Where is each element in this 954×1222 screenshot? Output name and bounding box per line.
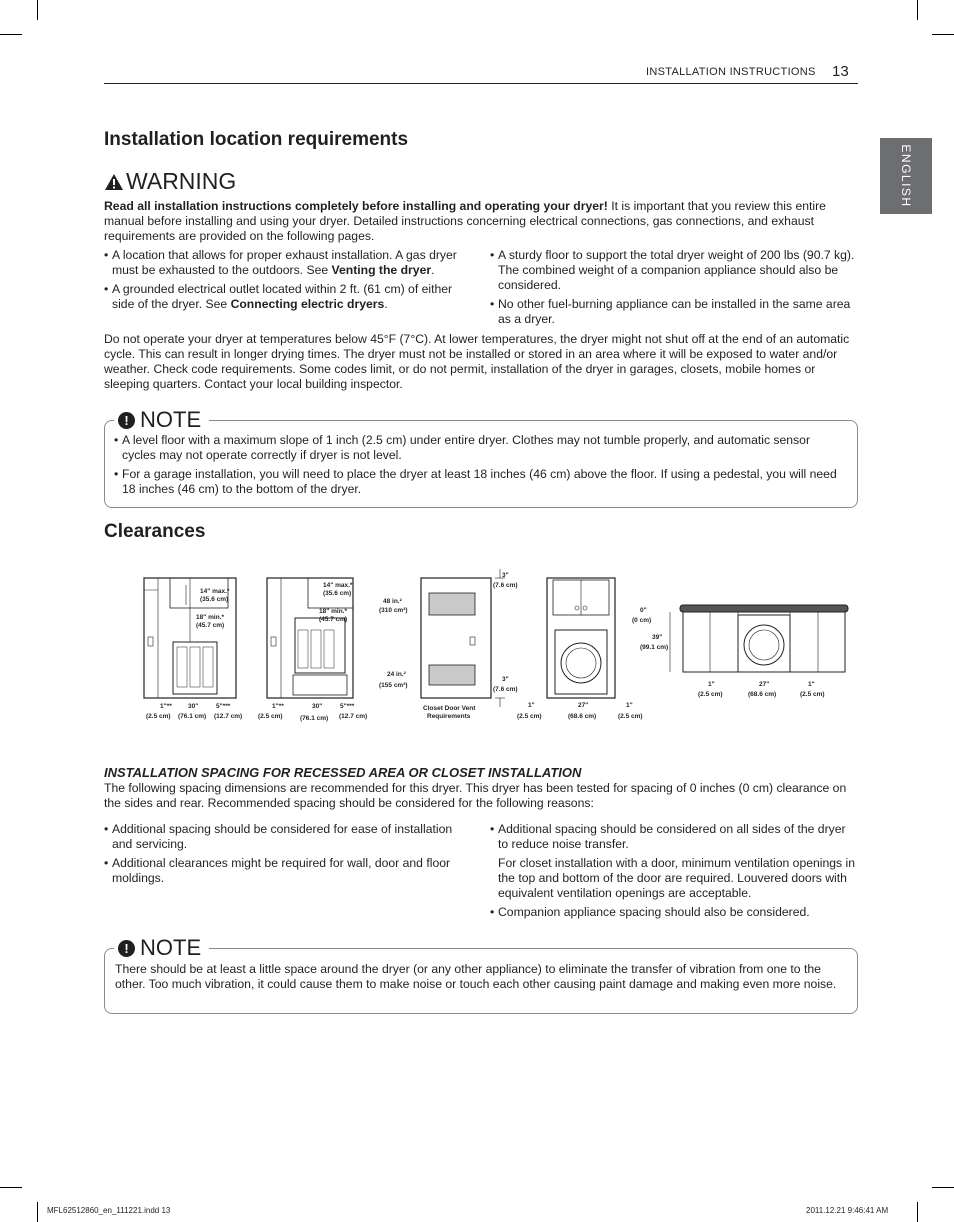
section-title-location: Installation location requirements bbox=[104, 129, 409, 150]
list-item: • A location that allows for proper exhaust installation. A gas dryer must be exhausted to the outdoors. See Venting the dryer. bbox=[104, 248, 469, 278]
note-text: There should be at least a little space around the dryer (or any other appliance) to eliminate the transfer of vibration from one to the other. Too much vibration, it could cause them to make noise or touch each other causing paint damage and making even more noise. bbox=[115, 962, 837, 991]
diagram-label: 48 in.² bbox=[383, 598, 402, 605]
temperature-paragraph: Do not operate your dryer at temperatures below 45°F (7°C). At lower temperatures, the dryer might not shut off at the end of an automatic cycle. This can result in longer drying times. The dryer must not be installed or stored in an area where it will be exposed to water and/or weather. Check code requirements. Some codes limit, or do not permit, installation of the dryer in garages, closets, mobile homes or sleeping quarters. Contact your local building inspector. bbox=[104, 332, 850, 391]
list-item: • A grounded electrical outlet located within 2 ft. (61 cm) of either side of the dryer. See Connecting electric dryers. bbox=[104, 282, 469, 312]
diagram-label: 24 in.² bbox=[387, 671, 406, 678]
diagram-label: 1" bbox=[808, 681, 815, 688]
list-item: • A level floor with a maximum slope of 1 inch (2.5 cm) under entire dryer. Clothes may not tumble properly, and automatic sensor cycles may not operate correctly if dryer is not level. bbox=[114, 433, 846, 463]
diagram-label: (2.5 cm) bbox=[258, 713, 283, 720]
location-left-list bbox=[104, 248, 469, 316]
diagram-label: 14" max.* bbox=[323, 582, 353, 589]
intro-rest: It is important that you review this entire manual before installing and using your dryer. Detailed instructions concerning electrical connections, gas connections, and exhaust requirements are provided on the following pages. bbox=[104, 199, 826, 243]
list-item: • Additional spacing should be considered for ease of installation and servicing. bbox=[104, 822, 469, 852]
list-item: • Companion appliance spacing should also be considered. bbox=[490, 905, 858, 920]
diagram-label: (76.1 cm) bbox=[300, 715, 329, 722]
exclamation-icon: ! bbox=[118, 940, 135, 957]
diagram-label: 1" bbox=[528, 702, 535, 709]
language-tab bbox=[880, 138, 932, 214]
note-heading bbox=[114, 935, 209, 961]
note-label: NOTE bbox=[140, 407, 202, 432]
diagram-caption: Requirements bbox=[427, 713, 471, 720]
spacing-intro: The following spacing dimensions are recommended for this dryer. This dryer has been tested for spacing of 0 inches (0 cm) clearance on the sides and rear. Recommended spacing should be considered for the following reasons: bbox=[104, 781, 847, 810]
diagram-label: 30" bbox=[312, 703, 323, 710]
diagram-label: 27" bbox=[759, 681, 770, 688]
section-title-clearances: Clearances bbox=[104, 521, 206, 542]
clearance-diagrams bbox=[140, 555, 860, 730]
diagram-label: (2.5 cm) bbox=[618, 713, 643, 720]
warning-label: WARNING bbox=[126, 168, 237, 194]
header-rule bbox=[104, 83, 858, 84]
diagram-label: 39" bbox=[652, 634, 663, 641]
diagram-label: 0" bbox=[640, 607, 647, 614]
diagram-label: (68.6 cm) bbox=[568, 713, 597, 720]
spacing-subheading: INSTALLATION SPACING FOR RECESSED AREA OR CLOSET INSTALLATION bbox=[104, 765, 582, 780]
diagram-label: 1"** bbox=[272, 703, 284, 710]
footer-date: 2011.12.21 9:46:41 AM bbox=[806, 1206, 889, 1215]
diagram-label: 1" bbox=[626, 702, 633, 709]
diagram-label: (45.7 cm) bbox=[319, 616, 348, 623]
diagram-label: 3" bbox=[502, 572, 509, 579]
diagram-label: 1"** bbox=[160, 703, 172, 710]
location-right-list bbox=[490, 248, 858, 331]
diagram-label: 30" bbox=[188, 703, 199, 710]
diagram-label: 18" min.* bbox=[319, 608, 348, 615]
list-item: • Additional spacing should be considered on all sides of the dryer to reduce noise transfer. bbox=[490, 822, 858, 852]
diagram-label: (35.6 cm) bbox=[200, 596, 229, 603]
diagram-label: (12.7 cm) bbox=[214, 713, 243, 720]
list-item: • A sturdy floor to support the total dryer weight of 200 lbs (90.7 kg). The combined weight of a companion appliance should also be considered. bbox=[490, 248, 858, 293]
diagram-label: 14" max.* bbox=[200, 588, 230, 595]
warning-heading bbox=[104, 168, 236, 195]
spacing-right-list bbox=[490, 822, 858, 924]
note-list bbox=[114, 433, 846, 501]
language-tab-label: ENGLISH bbox=[899, 144, 913, 208]
diagram-label: (0 cm) bbox=[632, 617, 652, 624]
diagram-label: 27" bbox=[578, 702, 589, 709]
diagram-label: 18" min.* bbox=[196, 614, 225, 621]
note-label: NOTE bbox=[140, 935, 202, 960]
crop-mark bbox=[0, 1187, 22, 1188]
section-header: INSTALLATION INSTRUCTIONS bbox=[646, 66, 816, 78]
intro-paragraph bbox=[104, 199, 844, 244]
list-item: • Additional clearances might be required for wall, door and floor moldings. bbox=[104, 856, 469, 886]
diagram-label: (7.6 cm) bbox=[493, 686, 518, 693]
crop-mark bbox=[37, 1202, 38, 1222]
crop-mark bbox=[917, 1202, 918, 1222]
diagram-label: 3" bbox=[502, 676, 509, 683]
diagram-label: (45.7 cm) bbox=[196, 622, 225, 629]
diagram-label: (2.5 cm) bbox=[698, 691, 723, 698]
diagram-label: (2.5 cm) bbox=[517, 713, 542, 720]
list-paragraph: For closet installation with a door, minimum ventilation openings in the top and bottom of the door are required. Louvered doors with equivalent ventilation openings are acceptable. bbox=[498, 856, 856, 900]
diagram-label: 5"*** bbox=[216, 703, 231, 710]
list-item: • No other fuel-burning appliance can be installed in the same area as a dryer. bbox=[490, 297, 858, 327]
crop-mark bbox=[932, 34, 954, 35]
diagram-label: (68.6 cm) bbox=[748, 691, 777, 698]
diagram-label: (2.5 cm) bbox=[146, 713, 171, 720]
diagram-label: (99.1 cm) bbox=[640, 644, 669, 651]
diagram-label: (35.6 cm) bbox=[323, 590, 352, 597]
spacing-left-list bbox=[104, 822, 469, 890]
diagram-label: (2.5 cm) bbox=[800, 691, 825, 698]
diagram-label: (7.6 cm) bbox=[493, 582, 518, 589]
footer-file: MFL62512860_en_111221.indd 13 bbox=[47, 1206, 171, 1215]
list-item: • For a garage installation, you will need to place the dryer at least 18 inches (46 cm) above the floor. If using a pedestal, you will need 18 inches (46 cm) to the bottom of the dryer. bbox=[114, 467, 846, 497]
diagram-label: (76.1 cm) bbox=[178, 713, 207, 720]
intro-bold: Read all installation instructions completely before installing and operating your dryer! bbox=[104, 199, 608, 213]
exclamation-icon: ! bbox=[118, 412, 135, 429]
note-heading bbox=[114, 407, 209, 433]
diagram-label: (12.7 cm) bbox=[339, 713, 368, 720]
diagram-label: (310 cm²) bbox=[379, 607, 408, 614]
crop-mark bbox=[932, 1187, 954, 1188]
page-number: 13 bbox=[832, 63, 849, 80]
figure-under-counter bbox=[670, 605, 848, 672]
figure-closet-front bbox=[547, 578, 615, 698]
crop-mark bbox=[917, 0, 918, 20]
warning-icon bbox=[104, 173, 124, 191]
crop-mark bbox=[37, 0, 38, 20]
diagram-label: 1" bbox=[708, 681, 715, 688]
diagram-caption: Closet Door Vent bbox=[423, 705, 476, 712]
crop-mark bbox=[0, 34, 22, 35]
diagram-label: (155 cm²) bbox=[379, 682, 408, 689]
diagram-label: 5"*** bbox=[340, 703, 355, 710]
